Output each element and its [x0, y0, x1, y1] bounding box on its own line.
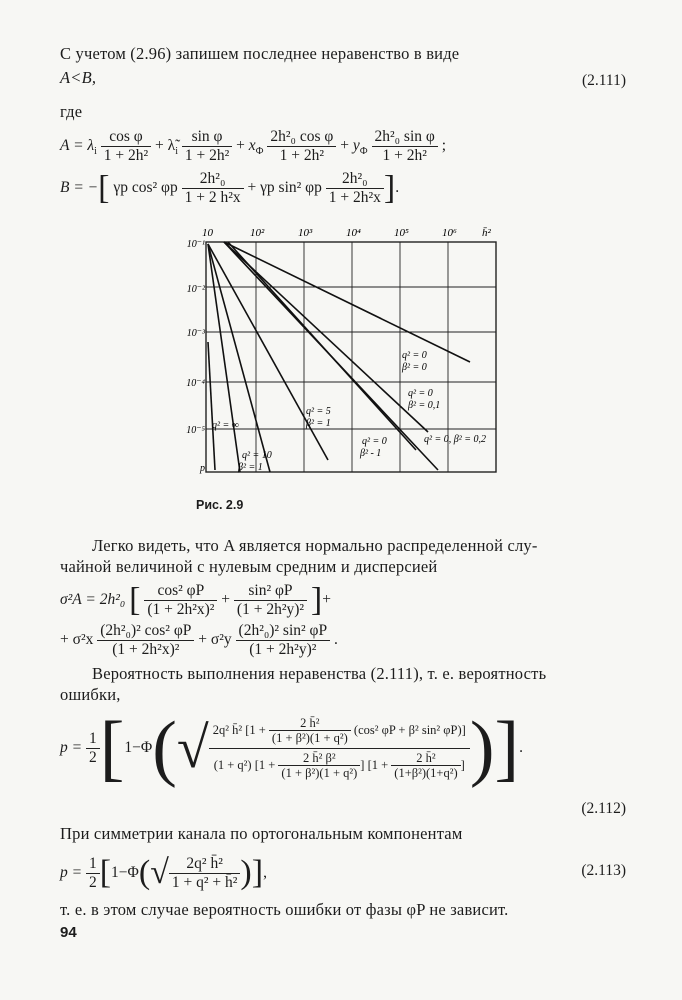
equation-b-term1: $\frac{\text{2h²₀}}{\text{1 + 2 h²x}}$ — [182, 170, 244, 207]
equation-a-term2: $\frac{\text{sin φ}}{\text{1 + 2h²}}$ — [182, 128, 232, 165]
eq112-one-minus-phi: 1−Φ — [124, 739, 153, 756]
equation-a-lhs: A = λ — [60, 136, 95, 154]
label-b1: β² = 1 — [238, 462, 263, 473]
label-q0a: q² = 0 — [402, 350, 427, 361]
top-tick-axis: h̄² — [482, 227, 491, 239]
equation-2-113: p = $\frac{1}{2}$ [ 1−Φ ( √ $\frac{\text{2q² h̄²}}{\text{1 + q² + h̄²}}$ ) ] , — [60, 854, 267, 891]
label-q5: q² = 5 — [306, 406, 331, 417]
sigma-line2: + σ²x $\frac{\text{(2h²₀)² cos² φP}}{\text{(1 + 2h²x)²}}$ + σ²y $\frac{\text{(2h²₀)² sin² φP}}{\text{(1 + 2h²y)²}}$ . — [60, 622, 338, 658]
sigma-l2-mid: + σ²y — [198, 630, 232, 648]
figure-caption: Рис. 2.9 — [196, 498, 244, 512]
figure-top-ticks — [202, 227, 492, 239]
eq113-fraction: $\frac{\text{2q² h̄²}}{\text{1 + q² + h̄²}}$ — [169, 855, 241, 892]
left-tick-4: 10⁻⁴ — [186, 378, 205, 389]
equation-b-lhs: B = − — [60, 178, 99, 196]
top-tick-3: 10³ — [298, 227, 313, 239]
where-word: где — [60, 102, 83, 121]
label-b1b: β² = 1 — [306, 418, 331, 429]
equation-number-2-111: (2.111) — [581, 72, 626, 89]
equation-a-term1: $\frac{\text{cos φ}}{\text{1 + 2h²}}$ — [101, 128, 151, 165]
para2-line1: Легко видеть, что A является нормально распределенной слу- — [92, 536, 538, 555]
label-b1c: β² - 1 — [360, 448, 382, 459]
top-tick-1: 10 — [202, 227, 213, 239]
curve-q0-b0 — [224, 242, 470, 362]
eq112-main-fraction: 2q² h̄² [1 + $\frac{\text{2 h̄²}}{\text{(1 + β²)(1 + q²)}}$ (cos² φP + β² sin² φP)] (1 + q²) [1 + $\frac{\text{2 h̄² β²}}{\text{(1 + β²)(1 + q²)}}$ ] [1 + $\frac{\text{2 h̄²}}{\text{(1+β²)(1+q²)}}$ ] — [209, 714, 470, 783]
equation-number-2-113: (2.113) — [581, 862, 626, 879]
left-tick-3: 10⁻³ — [186, 328, 205, 339]
para3-line1: Вероятность выполнения неравенства (2.111), т. е. вероятность — [92, 664, 547, 683]
top-tick-4: 10⁴ — [346, 227, 361, 239]
equation-b-term2: $\frac{\text{2h²₀}}{\text{1 + 2h²x}}$ — [326, 170, 384, 207]
equation-a-term3: $\frac{\text{2h²₀ cos φ}}{\text{1 + 2h²}}$ — [267, 128, 336, 165]
left-tick-1: 10⁻¹ — [186, 239, 205, 250]
label-q-inf: q² = ∞ — [212, 420, 239, 431]
top-tick-6: 10⁶ — [442, 227, 457, 239]
equation-b-term2-prefix: + γp sin² φp — [247, 178, 322, 196]
para3-line2: ошибки, — [60, 685, 121, 704]
sigma-l2-prefix: + σ²x — [60, 630, 94, 648]
label-q0c: q² = 0 — [362, 436, 387, 447]
page-number: 94 — [60, 924, 77, 941]
sigma-frac2: $\frac{\text{sin² φP}}{\text{(1 + 2h²y)²}}$ — [234, 582, 307, 619]
para5: т. е. в этом случае вероятность ошибки от фазы φP не зависит. — [60, 900, 509, 919]
eq113-one-minus-phi: 1−Φ — [111, 864, 139, 881]
equation-b-term1-prefix: γp cos² φp — [113, 178, 178, 196]
left-tick-5: 10⁻⁵ — [186, 425, 205, 436]
top-tick-5: 10⁵ — [394, 227, 409, 239]
left-tick-p: p — [200, 463, 205, 474]
eq113-lhs: p = — [60, 864, 83, 881]
para4: При симметрии канала по ортогональным компонентам — [60, 824, 463, 843]
intro-text: С учетом (2.96) запишем последнее неравенство в виде — [60, 44, 460, 63]
eq112-lhs: p = — [60, 739, 83, 756]
sigma-line1: σ²A = 2h²₀ [ $\frac{\text{cos² φP}}{\text{(1 + 2h²x)²}}$ + $\frac{\text{sin² φP}}{\text{(1 + 2h²y)²}}$ ]+ — [60, 581, 331, 619]
sigma-frac3: $\frac{\text{(2h²₀)² cos² φP}}{\text{(1 + 2h²x)²}}$ — [97, 622, 194, 659]
label-b0a: β² = 0 — [402, 362, 427, 373]
equation-2-112: p = $\frac{1}{2}$ [ 1−Φ ( √ 2q² h̄² [1 + $\frac{\text{2 h̄²}}{\text{(1 + β²)(1 + q²)}}$ (cos² φP + β² sin² φP)] (1 + q²) [1 + $\frac{\text{2 h̄² β²}}{\text{(1 + β²)(1 + q²)}}$ ] [1 + $\frac{\text{2 h̄²}}{\text{(1+β²)(1+q²)}}$ ] ) ] . — [60, 707, 523, 789]
sigma-frac4: $\frac{\text{(2h²₀)² sin² φP}}{\text{(1 + 2h²y)²}}$ — [236, 622, 331, 659]
left-tick-2: 10⁻² — [186, 284, 205, 295]
figure-2-9 — [180, 222, 510, 492]
inequality: A<B, — [60, 68, 97, 87]
para2-line2: чайной величиной с нулевым средним и дисперсией — [60, 557, 438, 576]
figure-left-ticks — [186, 239, 206, 474]
label-b01: β² = 0,1 — [408, 400, 441, 411]
label-q10: q² = 10 — [242, 450, 272, 461]
equation-number-2-112: (2.112) — [581, 800, 626, 817]
label-q0b: q² = 0 — [408, 388, 433, 399]
sigma-frac1: $\frac{\text{cos² φP}}{\text{(1 + 2h²x)²}}$ — [144, 582, 217, 619]
equation-a: $A = \lambda_i$ $\frac{\text{cos φ}}{\text{1 + 2h²}}$ + $\lambdã_i$ $\frac{\text{sin φ}}{\text{1 + 2h²}}$ + $x_Ф$ $\frac{\text{2h²₀ cos φ}}{\text{1 + 2h²}}$ + $y_Ф$ $\frac{\text{2h²₀ sin φ}}{\text{1 + 2h²}}$ ; — [60, 128, 447, 164]
equation-a-term4: $\frac{\text{2h²₀ sin φ}}{\text{1 + 2h²}}$ — [372, 128, 438, 165]
curve-vertical — [208, 342, 215, 470]
eq113-half: $\frac{1}{2}$ — [86, 855, 100, 892]
eq112-half: $\frac{1}{2}$ — [86, 730, 100, 767]
label-q0d: q² = 0, β² = 0,2 — [424, 434, 486, 445]
sigma-lhs: σ²A = 2h²₀ — [60, 590, 126, 608]
top-tick-2: 10² — [250, 227, 265, 239]
equation-b: B = −[ γp cos² φp $\frac{\text{2h²₀}}{\text{1 + 2 h²x}}$ + γp sin² φp $\frac{\text{2h²₀}}{\text{1 + 2h²x}}$ ]. — [60, 169, 400, 207]
